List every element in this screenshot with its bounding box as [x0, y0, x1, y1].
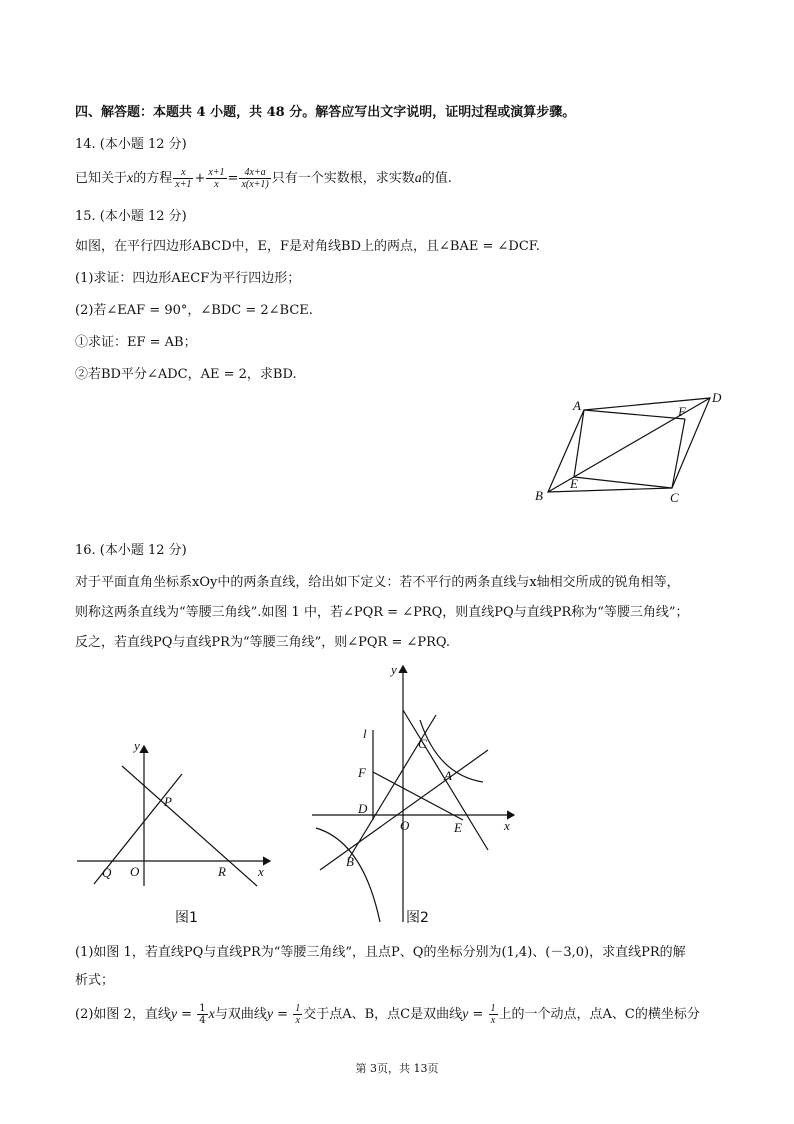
fig1-label-r: R [218, 864, 226, 879]
fig2-label-d: D [358, 801, 368, 816]
q16-part2 [75, 1002, 700, 1028]
q15-sub1: ①求证：EF = AB； [75, 335, 197, 350]
fig1-label-y: y [134, 738, 140, 753]
q14-frac1-den: x+1 [175, 179, 192, 190]
q14-frac2-num: x+1 [208, 167, 225, 178]
q14-plus: + [194, 171, 206, 186]
q16-p2-y3: y [462, 1007, 469, 1022]
fig2-label-f: F [358, 765, 366, 780]
q15-part1: (1)求证：四边形AECF为平行四边形； [75, 271, 301, 286]
fig2-label-e: E [454, 820, 462, 835]
q15-part2: (2)若∠EAF = 90°，∠BDC = 2∠BCE. [75, 303, 313, 318]
segment-af [584, 410, 685, 419]
q15-heading: 15. (本小题 12 分) [75, 209, 187, 224]
q16-p2-eq3: = [468, 1007, 488, 1022]
q14-text-d: 的值. [421, 171, 452, 186]
fig2-label-o: O [400, 818, 410, 833]
segment-ec [574, 477, 672, 488]
segment-fc [672, 419, 685, 488]
q14-text-b: 的方程 [133, 171, 173, 186]
q16-p2-frac1-num: 1 [199, 1003, 206, 1014]
q16-p2-frac3-num: 1 [490, 1003, 496, 1014]
q14-statement [75, 166, 452, 192]
q14-frac1 [173, 167, 193, 190]
fig1-label-q: Q [102, 865, 112, 880]
q16-p2-y1: y [170, 1007, 178, 1022]
label-a: A [573, 398, 581, 413]
label-f: F [678, 404, 686, 419]
label-c: C [670, 490, 679, 505]
q16-p2-text1: 与双曲线 [214, 1007, 267, 1022]
q16-p2-frac1-den: 4 [199, 1015, 206, 1026]
fig2-label-c: C [418, 736, 427, 751]
q16-p2-frac2-num: 1 [295, 1003, 301, 1014]
q16-p2-frac3-den: x [490, 1015, 496, 1026]
q14-frac3-den: x(x+1) [241, 179, 269, 190]
q14-text-c: 只有一个实数根，求实数 [271, 171, 415, 186]
label-d: D [712, 390, 722, 405]
page-footer: 第 3页，共 13页 [355, 1062, 439, 1075]
q16-p2-frac2 [293, 1003, 302, 1026]
q16-p2-text2: 交于点A、B，点C是双曲线 [303, 1007, 463, 1022]
q16-p2-frac1 [197, 1003, 207, 1026]
q14-text-a: 已知关于 [75, 171, 128, 186]
q16-def2: 则称这两条直线为“等腰三角线”.如图 1 中，若∠PQR = ∠PRQ，则直线PQ与直线PR称为“等腰三角线”； [75, 605, 689, 620]
q16-p2-x1: x [208, 1007, 215, 1022]
q16-figure-1 [72, 736, 282, 926]
q16-part1-b: 析式； [75, 973, 115, 988]
fig1-label-x: x [258, 864, 264, 879]
q14-var-x: x [127, 171, 134, 186]
q14-heading: 14. (本小题 12 分) [75, 137, 187, 152]
q14-frac2-den: x [214, 179, 219, 190]
q16-p2-frac2-den: x [295, 1015, 300, 1026]
fig2-label-b: B [346, 854, 354, 869]
q16-p2-eq2: = [273, 1007, 293, 1022]
section-header: 四、解答题：本题共 4 小题，共 48 分。解答应写出文字说明，证明过程或演算步骤。 [75, 105, 576, 120]
q14-var-a: a [414, 171, 422, 186]
q16-p2-eq1: = [177, 1007, 197, 1022]
fig2-label-a: A [444, 768, 452, 783]
fig2-label-x: x [504, 818, 510, 833]
q16-part2-text-a: (2)如图 2，直线 [75, 1007, 171, 1022]
fig2-label-y: y [391, 662, 397, 677]
fig1-caption: 图1 [175, 910, 198, 926]
q14-eq: = [227, 171, 239, 186]
q16-figure-2 [308, 660, 528, 928]
q16-heading: 16. (本小题 12 分) [75, 543, 187, 558]
q16-p2-frac3 [489, 1003, 498, 1026]
label-e: E [570, 476, 578, 491]
q16-def3: 反之，若直线PQ与直线PR为“等腰三角线”，则∠PQR = ∠PRQ. [75, 635, 451, 650]
q16-p2-y2: y [266, 1007, 274, 1022]
fig2-label-l: l [363, 726, 367, 741]
q16-p2-text3: 上的一个动点，点A、C的横坐标分 [498, 1007, 700, 1022]
q16-def1: 对于平面直角坐标系xOy中的两条直线，给出如下定义：若不平行的两条直线与x轴相交所成的锐角相等， [75, 575, 680, 590]
q15-parallelogram-figure [530, 388, 730, 508]
fig1-line-pr [122, 766, 257, 886]
fig2-hyperbola-branch-2 [316, 828, 380, 922]
fig2-caption: 图2 [406, 910, 429, 926]
fig1-label-o: O [130, 864, 140, 879]
q15-sub2: ②若BD平分∠ADC，AE = 2，求BD. [75, 367, 297, 382]
q16-part1-a: (1)如图 1，若直线PQ与直线PR为“等腰三角线”，且点P、Q的坐标分别为(1,4)、(－3,0)，求直线PR的解 [75, 945, 686, 960]
q14-frac3 [239, 167, 270, 190]
q14-frac1-num: x [173, 167, 193, 179]
fig1-label-p: P [164, 794, 172, 809]
q14-frac2 [206, 167, 226, 190]
q15-intro: 如图，在平行四边形ABCD中，E，F是对角线BD上的两点，且∠BAE = ∠DCF. [75, 239, 540, 254]
label-b: B [535, 488, 543, 503]
q14-frac3-num: 4x+a [239, 167, 270, 179]
